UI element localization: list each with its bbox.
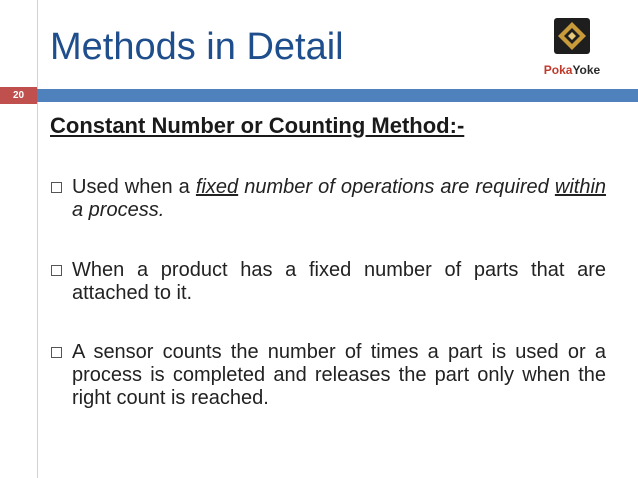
logo-word-poka: Poka xyxy=(543,63,573,77)
logo-word-yoke: Yoke xyxy=(572,63,601,77)
bullet-text-part: a process. xyxy=(72,199,165,221)
bullet-text: When a product has a fixed number of parts that are attached to it. xyxy=(72,259,606,304)
section-heading: Constant Number or Counting Method:- xyxy=(50,113,465,138)
left-divider-line xyxy=(37,0,38,478)
slide-number: 20 xyxy=(0,87,37,104)
bullet-text-part: Used when a xyxy=(72,176,196,198)
logo-wordmark xyxy=(536,63,608,77)
header-band xyxy=(37,89,638,102)
bullet-emphasis-within: within xyxy=(554,176,607,198)
bullet-text: A sensor counts the number of times a part is used or a process is completed and releases the part only when the right count is reached. xyxy=(72,341,606,409)
square-bullet-icon xyxy=(51,182,62,193)
bullet-emphasis-fixed: fixed xyxy=(195,176,239,198)
bullet-item xyxy=(51,259,606,305)
diamond-logo-icon xyxy=(554,18,590,54)
square-bullet-icon xyxy=(51,265,62,276)
pokayoke-logo xyxy=(536,16,608,82)
bullet-text-part: number of operations are required xyxy=(238,176,555,198)
bullet-text xyxy=(72,176,606,222)
bullet-item xyxy=(51,341,606,410)
square-bullet-icon xyxy=(51,347,62,358)
bullet-item xyxy=(51,176,606,222)
slide-title: Methods in Detail xyxy=(50,26,344,68)
